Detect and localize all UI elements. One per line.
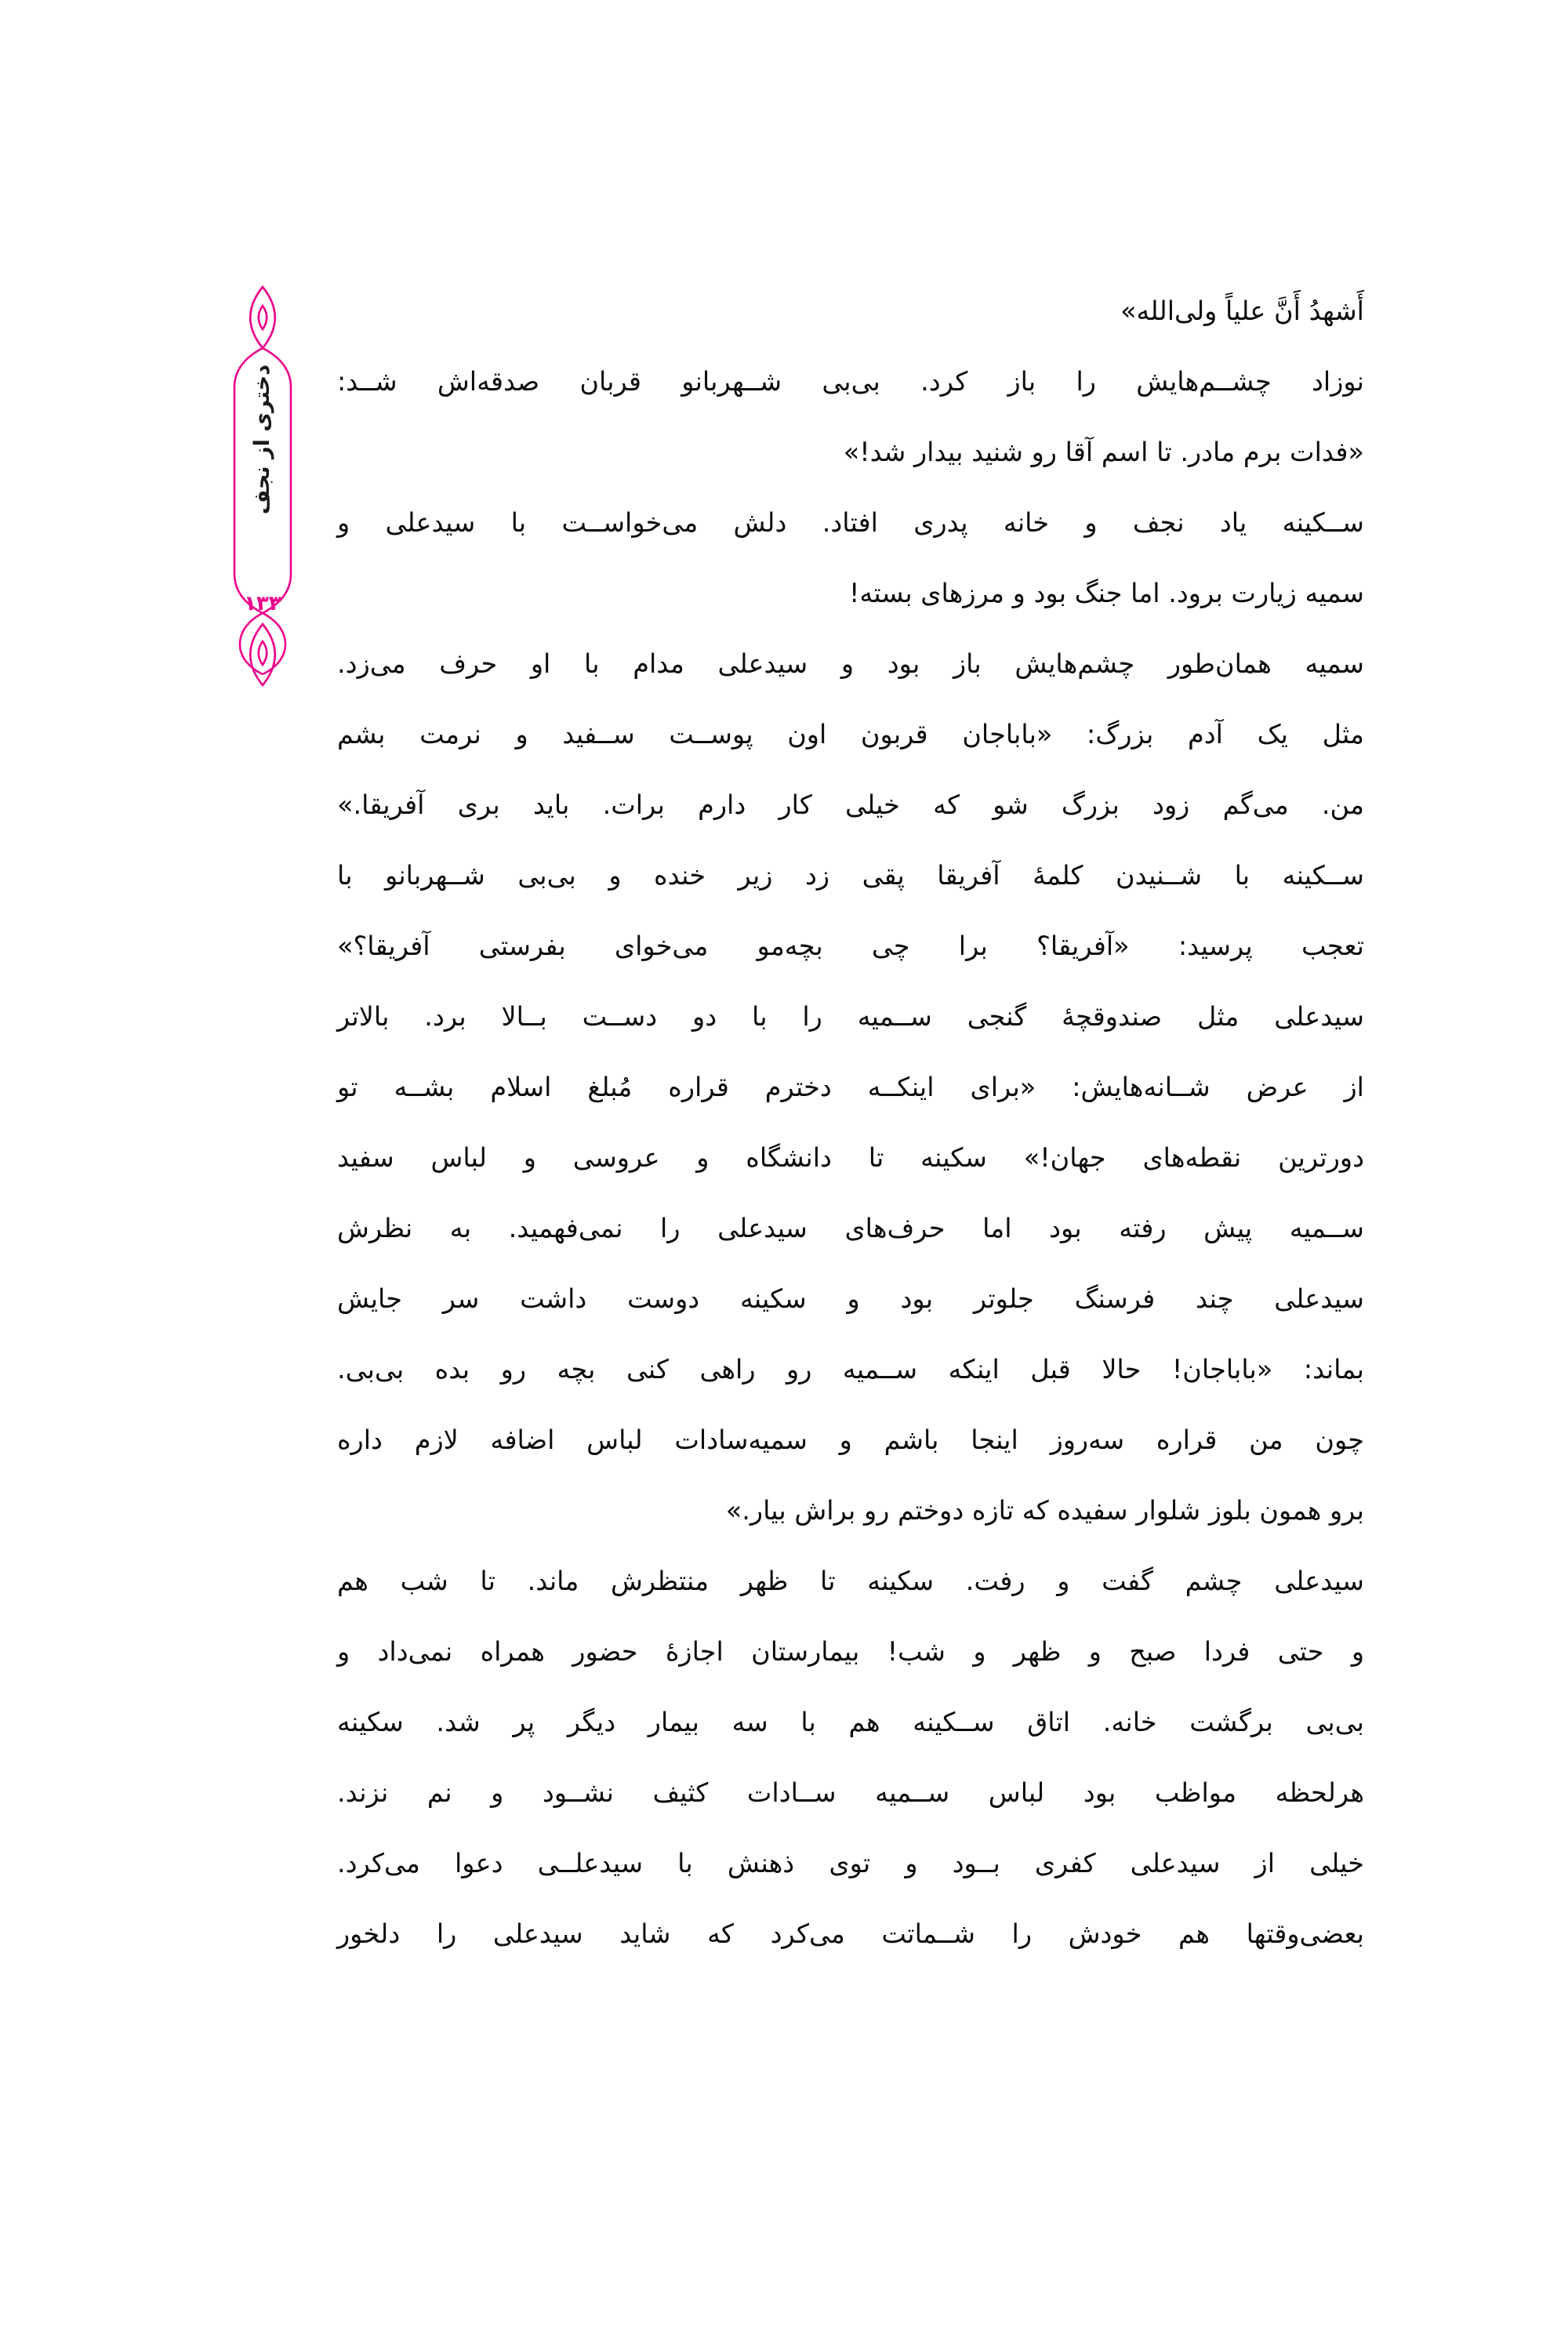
text-line: هرلحظه مواظب بود لباس ســمیه ســادات کثیف نشــود و نم نزند.	[337, 1777, 1364, 1808]
ornament-book-title-text: دختری از نجف	[250, 364, 275, 514]
ornament-frame-icon	[227, 282, 298, 690]
text-line: برو همون بلوز شلوار سفیده که تازه دوختم رو براش بیار.»	[725, 1495, 1364, 1526]
body-text-block	[337, 276, 1364, 1969]
page-number: ۱۳۳	[244, 592, 281, 615]
text-line: سیدعلی مثل صندوقچهٔ گنجی ســمیه را با دو دســت بــالا برد. بالاتر	[337, 1001, 1364, 1032]
text-line: خیلی از سیدعلی کفری بــود و توی ذهنش با سیدعلــی دعوا می‌کرد.	[337, 1848, 1364, 1878]
text-line: سیدعلی چند فرسنگ جلوتر بود و سکینه دوست داشت سر جایش	[337, 1283, 1364, 1314]
text-line: از عرض شــانه‌هایش: «برای اینکــه دخترم قراره مُبلغ اسلام بشــه تو	[337, 1072, 1364, 1102]
text-line: بماند: «باباجان! حالا قبل اینکه ســمیه رو راهی کنی بچه رو بده بی‌بی.	[337, 1354, 1364, 1385]
text-line: سیدعلی چشم گفت و رفت. سکینه تا ظهر منتظرش ماند. تا شب هم	[337, 1566, 1364, 1596]
text-line: دورترین نقطه‌های جهان!» سکینه تا دانشگاه و عروسی و لباس سفید	[337, 1142, 1364, 1173]
text-line: چون من قراره سه‌روز اینجا باشم و سمیه‌سادات لباس اضافه لازم داره	[337, 1425, 1364, 1455]
text-line: بی‌بی برگشت خانه. اتاق ســکینه هم با سه بیمار دیگر پر شد. سکینه	[337, 1707, 1364, 1737]
text-line: سمیه همان‌طور چشم‌هایش باز بود و سیدعلی مدام با او حرف می‌زد.	[337, 648, 1364, 679]
text-line: ســکینه یاد نجف و خانه پدری افتاد. دلش می‌خواســت با سیدعلی و	[337, 507, 1364, 538]
text-line: ســکینه با شــنیدن کلمهٔ آفریقا پقی زد زیر خنده و بی‌بی شــهربانو با	[337, 860, 1364, 891]
text-line: بعضی‌وقتها هم خودش را شــماتت می‌کرد که شاید سیدعلی را دلخور	[337, 1918, 1364, 1949]
text-line: سمیه زیارت برود. اما جنگ بود و مرزهای بسته!	[848, 578, 1364, 608]
text-line: نوزاد چشــم‌هایش را باز کرد. بی‌بی شــهربانو قربان صدقه‌اش شــد:	[337, 366, 1364, 397]
text-line: مثل یک آدم بزرگ: «باباجان قربون اون پوســت ســفید و نرمت بشم	[337, 719, 1364, 750]
text-line: من. می‌گم زود بزرگ شو که خیلی کار دارم برات. باید بری آفریقا.»	[337, 789, 1364, 820]
text-line: «فدات برم مادر. تا اسم آقا رو شنید بیدار شد!»	[843, 437, 1364, 467]
text-line: و حتی فردا صبح و ظهر و شب! بیمارستان اجازهٔ حضور همراه نمی‌داد و	[337, 1636, 1364, 1667]
side-ornament	[227, 282, 298, 690]
text-line: تعجب پرسید: «آفریقا؟ برا چی بچه‌مو می‌خوای بفرستی آفریقا؟»	[337, 931, 1364, 961]
text-line: أَشهدُ أَنَّ علیاً ولی‌الله»	[1120, 296, 1364, 326]
text-line: ســمیه پیش رفته بود اما حرف‌های سیدعلی را نمی‌فهمید. به نظرش	[337, 1213, 1364, 1243]
